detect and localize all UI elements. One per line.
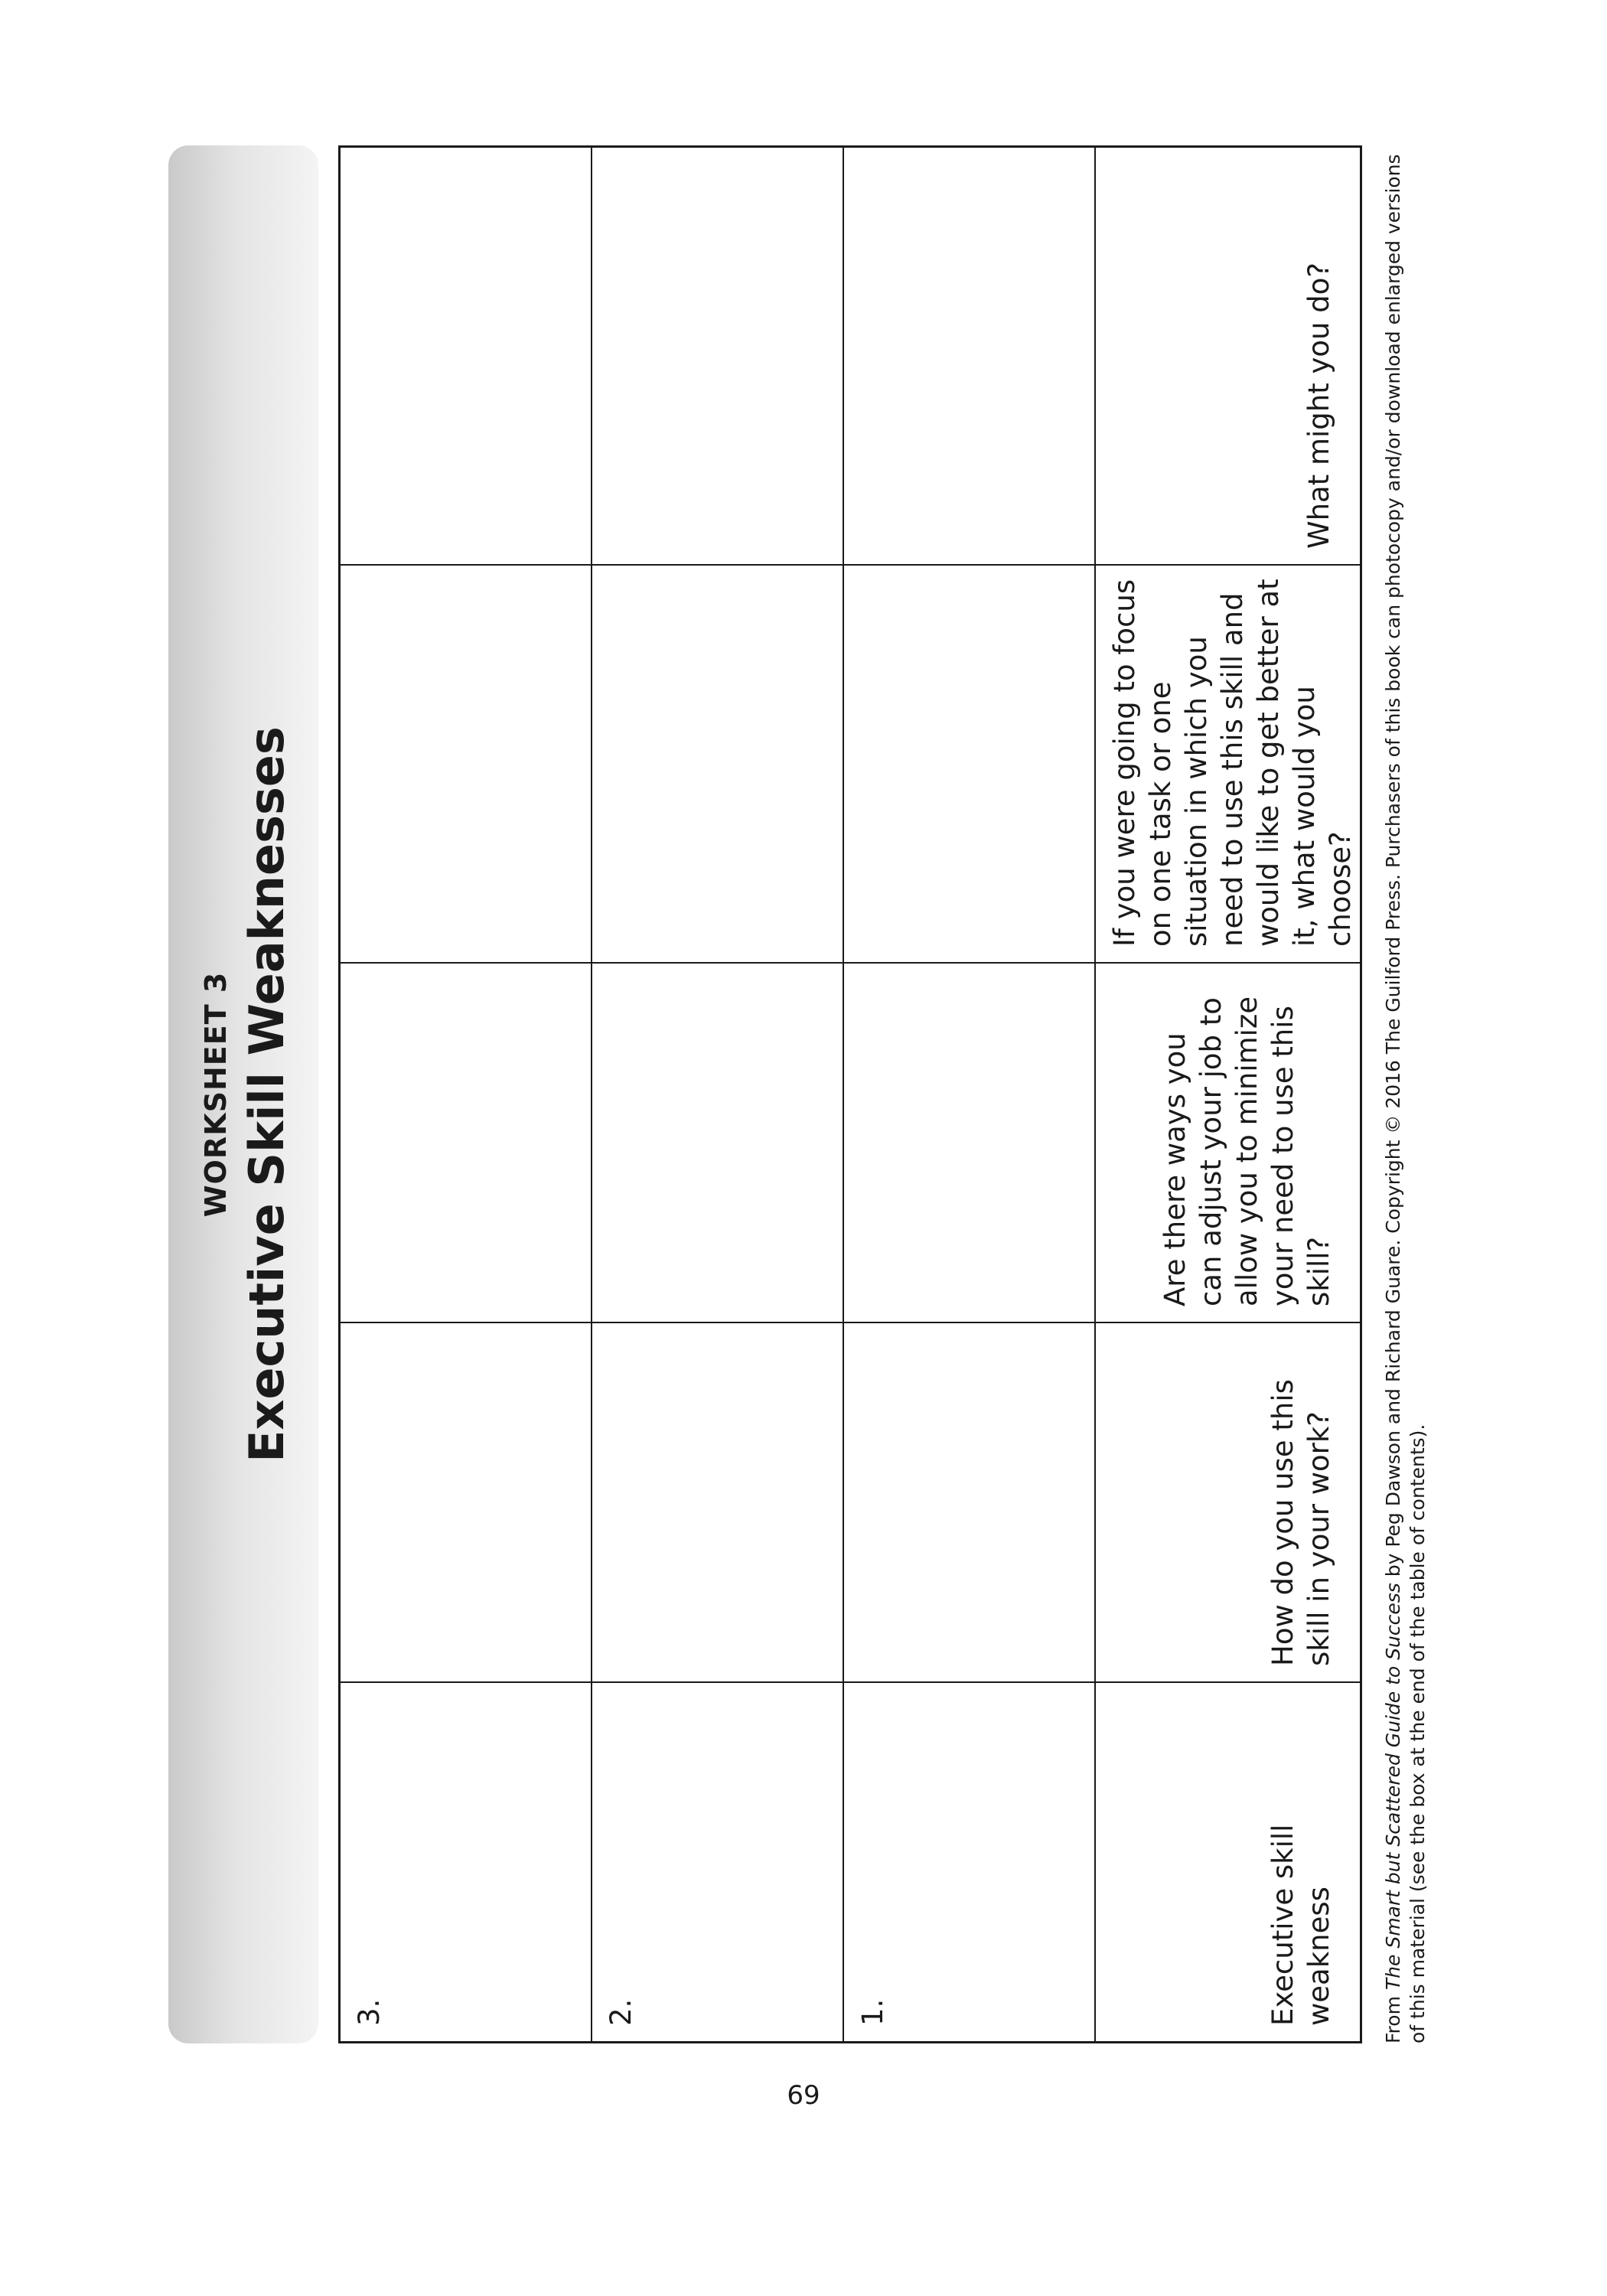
footer-book-title: The Smart but Scattered Guide to Success: [1382, 1583, 1404, 1991]
table-cell[interactable]: [844, 1681, 1096, 2041]
column-header: What might you do?: [1302, 262, 1335, 549]
column-header: How do you use this skill in your work?: [1096, 1322, 1360, 1681]
footer-prefix: From: [1382, 1990, 1404, 2043]
table-cell[interactable]: [341, 564, 592, 962]
row-number: 1.: [856, 1998, 889, 2026]
table-cell[interactable]: [341, 148, 592, 564]
table-cell[interactable]: [592, 564, 844, 962]
copyright-footer: [1381, 145, 1430, 2043]
table-cell[interactable]: [844, 564, 1096, 962]
worksheet-label: WORKSHEET 3: [199, 971, 233, 1218]
table-cell[interactable]: [844, 962, 1096, 1322]
worksheet-title: Executive Skill Weaknesses: [239, 726, 295, 1463]
table-cell[interactable]: [592, 1322, 844, 1681]
table-cell[interactable]: [592, 962, 844, 1322]
footer-text: by Peg Dawson and Richard Guare. Copyright © 2016 The Guilford Press. Purchasers of this book can photocopy and/or download enlarged versions of this material (see the box at the end of the table of contents).: [1382, 154, 1429, 2043]
table-cell[interactable]: [592, 148, 844, 564]
rotated-page-content: [168, 145, 1429, 2043]
column-header: If you were going to focus on one task or one situation in which you need to use this skill and would like to get better at it, what would you choose?: [1096, 564, 1360, 962]
row-number: 2.: [605, 1998, 637, 2026]
table-cell[interactable]: [341, 1322, 592, 1681]
column-header: Executive skill weakness: [1096, 1681, 1360, 2041]
column-header: Are there ways you can adjust your job to allow you to minimize your need to use this skill?: [1096, 962, 1360, 1322]
table-cell[interactable]: [341, 962, 592, 1322]
worksheet-table: [338, 145, 1362, 2043]
worksheet-title-bar: [168, 145, 318, 2043]
table-cell[interactable]: [844, 148, 1096, 564]
page-number: 69: [787, 2080, 820, 2111]
table-cell[interactable]: [844, 1322, 1096, 1681]
row-number: 3.: [353, 1998, 386, 2026]
table-cell[interactable]: [592, 1681, 844, 2041]
table-cell[interactable]: [341, 1681, 592, 2041]
